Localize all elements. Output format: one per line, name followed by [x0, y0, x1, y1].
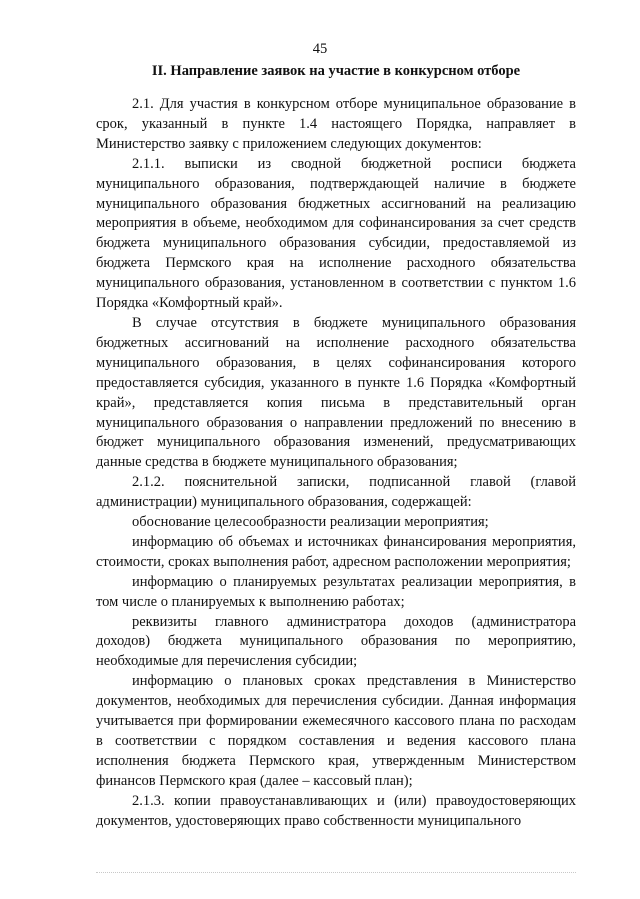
paragraph: реквизиты главного администратора доходов (администратора доходов) бюджета муниципального образования по мероприятию, необходимые для перечисления субсидии; [96, 613, 576, 670]
paragraph: 2.1.2. пояснительной записки, подписанной главой (главой администрации) муниципального образования, содержащей: [96, 474, 576, 511]
scan-footer-divider [96, 872, 576, 873]
page-number: 45 [312, 41, 328, 57]
document-body [96, 95, 576, 832]
paragraph: В случае отсутствия в бюджете муниципального образования бюджетных ассигнований на исполнение расходного обязательства муниципального образования, в целях софинансирования которого предоставляется субсидия, указанного в пункте 1.6 Порядка «Комфортный край», представляется копия письма в представительный орган муниципального образования о направлении предложений по внесению в бюджет муниципального образования изменений, предусматривающих данные средства в бюджете муниципального образования; [96, 314, 576, 471]
paragraph: 2.1.1. выписки из сводной бюджетной росписи бюджета муниципального образования, подтверждающей наличие в бюджете муниципального образования бюджетных ассигнований на реализацию мероприятия в объеме, необходимом для софинансирования за счет средств бюджета муниципального образования субсидии, предоставляемой из бюджета Пермского края на исполнение расходного обязательства муниципального образования, установленном в соответствии с пунктом 1.6 Порядка «Комфортный край». [96, 155, 576, 312]
paragraph: информацию о плановых сроках представления в Министерство документов, необходимых для перечисления субсидии. Данная информация учитывается при формировании ежемесячного кассового плана по расходам в соответствии с порядком составления и ведения кассового плана исполнения бюджета Пермского края, утвержденным Министерством финансов Пермского края (далее – кассовый план); [96, 673, 576, 789]
paragraph: обоснование целесообразности реализации мероприятия; [132, 514, 489, 531]
paragraph: 2.1.3. копии правоустанавливающих и (или) правоудостоверяющих документов, удостоверяющих право собственности муниципального [96, 792, 576, 829]
paragraph: информацию об объемах и источниках финансирования мероприятия, стоимости, сроках выполнения работ, адресном расположении мероприятия; [96, 533, 576, 570]
paragraph: 2.1. Для участия в конкурсном отборе муниципальное образование в срок, указанный в пункте 1.4 настоящего Порядка, направляет в Министерство заявку с приложением следующих документов: [96, 96, 576, 152]
section-heading: II. Направление заявок на участие в конкурсном отборе [151, 63, 521, 79]
paragraph: информацию о планируемых результатах реализации мероприятия, в том числе о планируемых к выполнению работах; [96, 573, 576, 610]
